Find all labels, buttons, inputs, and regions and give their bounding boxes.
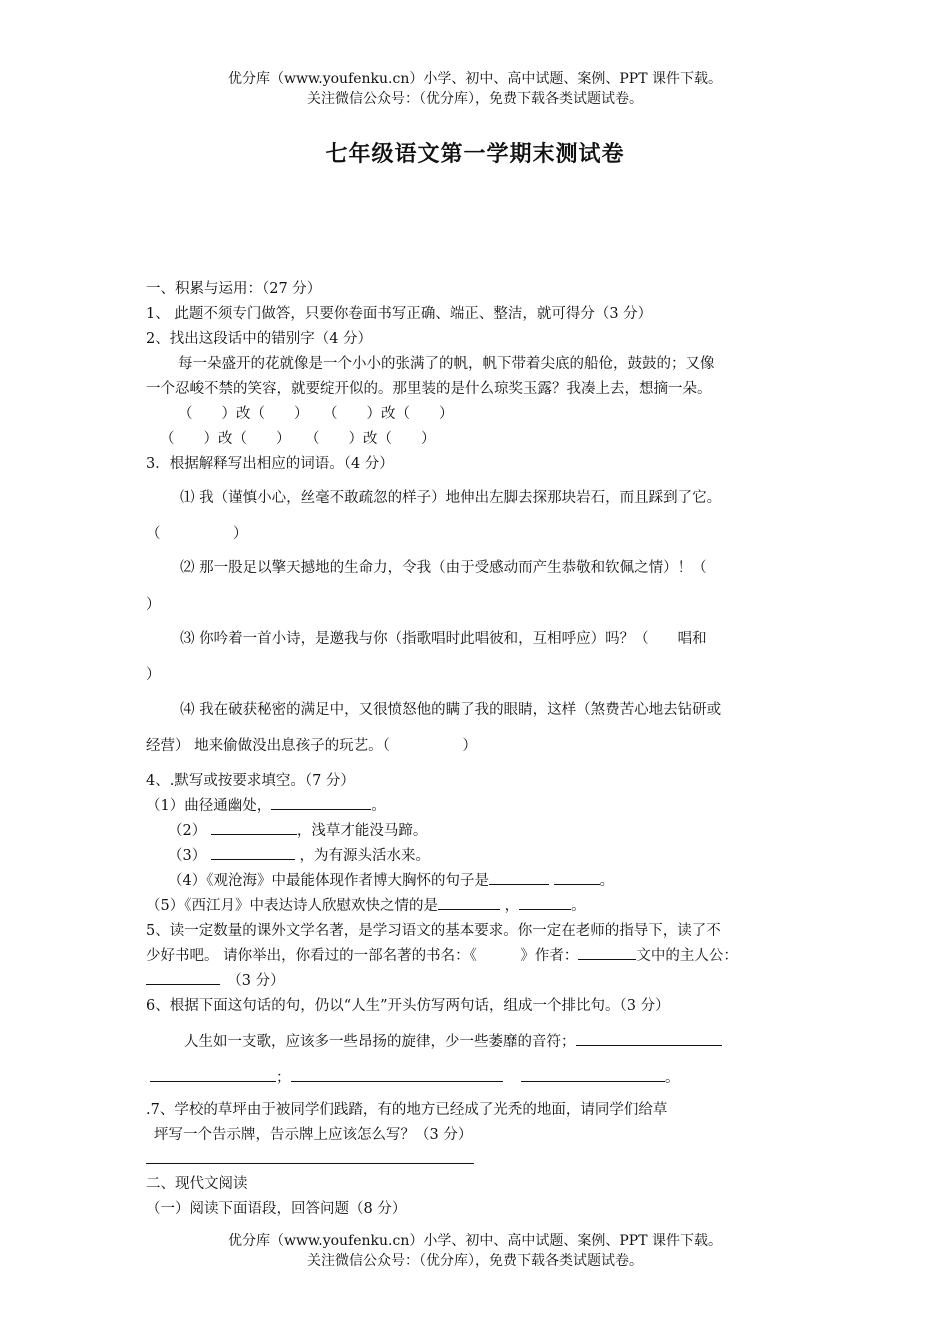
- q2-passage-line-2: 一个忍峻不禁的笑容，就要绽开似的。那里装的是什么琼奖玉露？我凑上去，想摘一朵。: [146, 381, 712, 397]
- answer-blank: [489, 870, 549, 885]
- page-title: 七年级语文第一学期末测试卷: [325, 141, 625, 167]
- q3-item-2: ⑵ 那一股足以擎天撼地的生命力，令我（由于受感动而产生恭敬和钦佩之情）！（: [180, 560, 707, 576]
- q6-text: 6、根据下面这句话的句，仍以“人生”开头仿写两句话，组成一个排比句。（3 分）: [146, 998, 670, 1014]
- header-line-2: 关注微信公众号：（优分库），免费下载各类试题试卷。: [307, 91, 643, 107]
- q2-text: 2、找出这段话中的错别字（4 分）: [146, 331, 373, 347]
- answer-blank: [578, 945, 636, 960]
- answer-blank: [438, 895, 500, 910]
- q2-passage-line-1: 每一朵盛开的花就像是一个小小的张满了的帆，帆下带着尖底的船伧，鼓鼓的；又像: [178, 356, 715, 372]
- q1-text: 1、 此题不须专门做答，只要你卷面书写正确、端正、整洁，就可得分（3 分）: [146, 306, 653, 322]
- q4-item-5: （5）《西江月》中表达诗人欣慰欢快之情的是 ， 。: [146, 894, 586, 915]
- q4-item-1: （1）曲径通幽处， 。: [146, 794, 386, 815]
- q3-item-4: ⑷ 我在破获秘密的满足中，又很愤怒他的瞒了我的眼睛，这样（煞费苦心地去钻研或: [180, 702, 722, 718]
- q3-item-1-blank: （ ）: [146, 526, 248, 542]
- q6-answer-line: ； 。: [150, 1066, 679, 1087]
- q2-answer-row-1: （ ）改（ ） （ ）改（ ）: [178, 406, 454, 422]
- q3-item-3: ⑶ 你吟着一首小诗，是邀我与你（指歌唱时此唱彼和，互相呼应）吗？（ 唱和: [180, 631, 707, 647]
- q2-answer-row-2: （ ）改（ ） （ ）改（ ）: [160, 431, 436, 447]
- answer-blank: [211, 845, 295, 860]
- q4-item-2: （2） ，浅草才能没马蹄。: [168, 819, 427, 840]
- q5-line-2: 少好书吧。 请你举出，你看过的一部名著的书名：《 》作者： 文中的主人公：: [146, 944, 738, 965]
- q3-item-4-cont: 经营） 地来偷做没出息孩子的玩艺。（ ）: [146, 738, 477, 754]
- q6-example: 人生如一支歌，应该多一些昂扬的旋律，少一些萎靡的音符；: [184, 1030, 722, 1051]
- answer-blank: [519, 895, 571, 910]
- q3-item-2-close: ）: [146, 597, 161, 613]
- q7-answer-line: [146, 1163, 474, 1164]
- q7-line-2: 坪写一个告示牌，告示牌上应该怎么写？（3 分）: [154, 1127, 473, 1143]
- q3-item-1: ⑴ 我（谨慎小心，丝毫不敢疏忽的样子）地伸出左脚去探那块岩石，而且踩到了它。: [180, 490, 722, 506]
- q5-line-1: 5、读一定数量的课外文学名著，是学习语文的基本要求。你一定在老师的指导下，读了不: [146, 923, 721, 939]
- answer-blank: [576, 1031, 722, 1046]
- q4-item-4: （4）《观沧海》中最能体现作者博大胸怀的句子是 。: [168, 869, 614, 890]
- answer-blank: [521, 1067, 665, 1082]
- answer-blank: [211, 820, 297, 835]
- answer-blank: [146, 970, 220, 985]
- footer-line-2: 关注微信公众号：（优分库），免费下载各类试题试卷。: [307, 1253, 643, 1269]
- section-2-sub: （一）阅读下面语段，回答问题（8 分）: [146, 1201, 407, 1217]
- q3-item-3-close: ）: [146, 667, 161, 683]
- answer-blank: [271, 795, 371, 810]
- q4-item-3: （3） ，为有源头活水来。: [168, 844, 430, 865]
- footer-line-1: 优分库（www.youfenku.cn）小学、初中、高中试题、案例、PPT 课件下载。: [227, 1233, 722, 1249]
- q3-text: 3．根据解释写出相应的词语。（4 分）: [146, 456, 394, 472]
- q4-text: 4、.默写或按要求填空。（7 分）: [146, 773, 355, 789]
- answer-blank: [150, 1067, 276, 1082]
- q7-line-1: .7、学校的草坪由于被同学们践踏，有的地方已经成了光秃的地面，请同学们给草: [146, 1102, 668, 1118]
- answer-blank: [291, 1067, 503, 1082]
- q5-line-3: （3 分）: [146, 969, 285, 990]
- header-line-1: 优分库（www.youfenku.cn）小学、初中、高中试题、案例、PPT 课件下载。: [227, 71, 722, 87]
- answer-blank: [554, 870, 600, 885]
- section-2-heading: 二、现代文阅读: [146, 1176, 248, 1192]
- section-1-heading: 一、积累与运用：（27 分）: [146, 281, 322, 297]
